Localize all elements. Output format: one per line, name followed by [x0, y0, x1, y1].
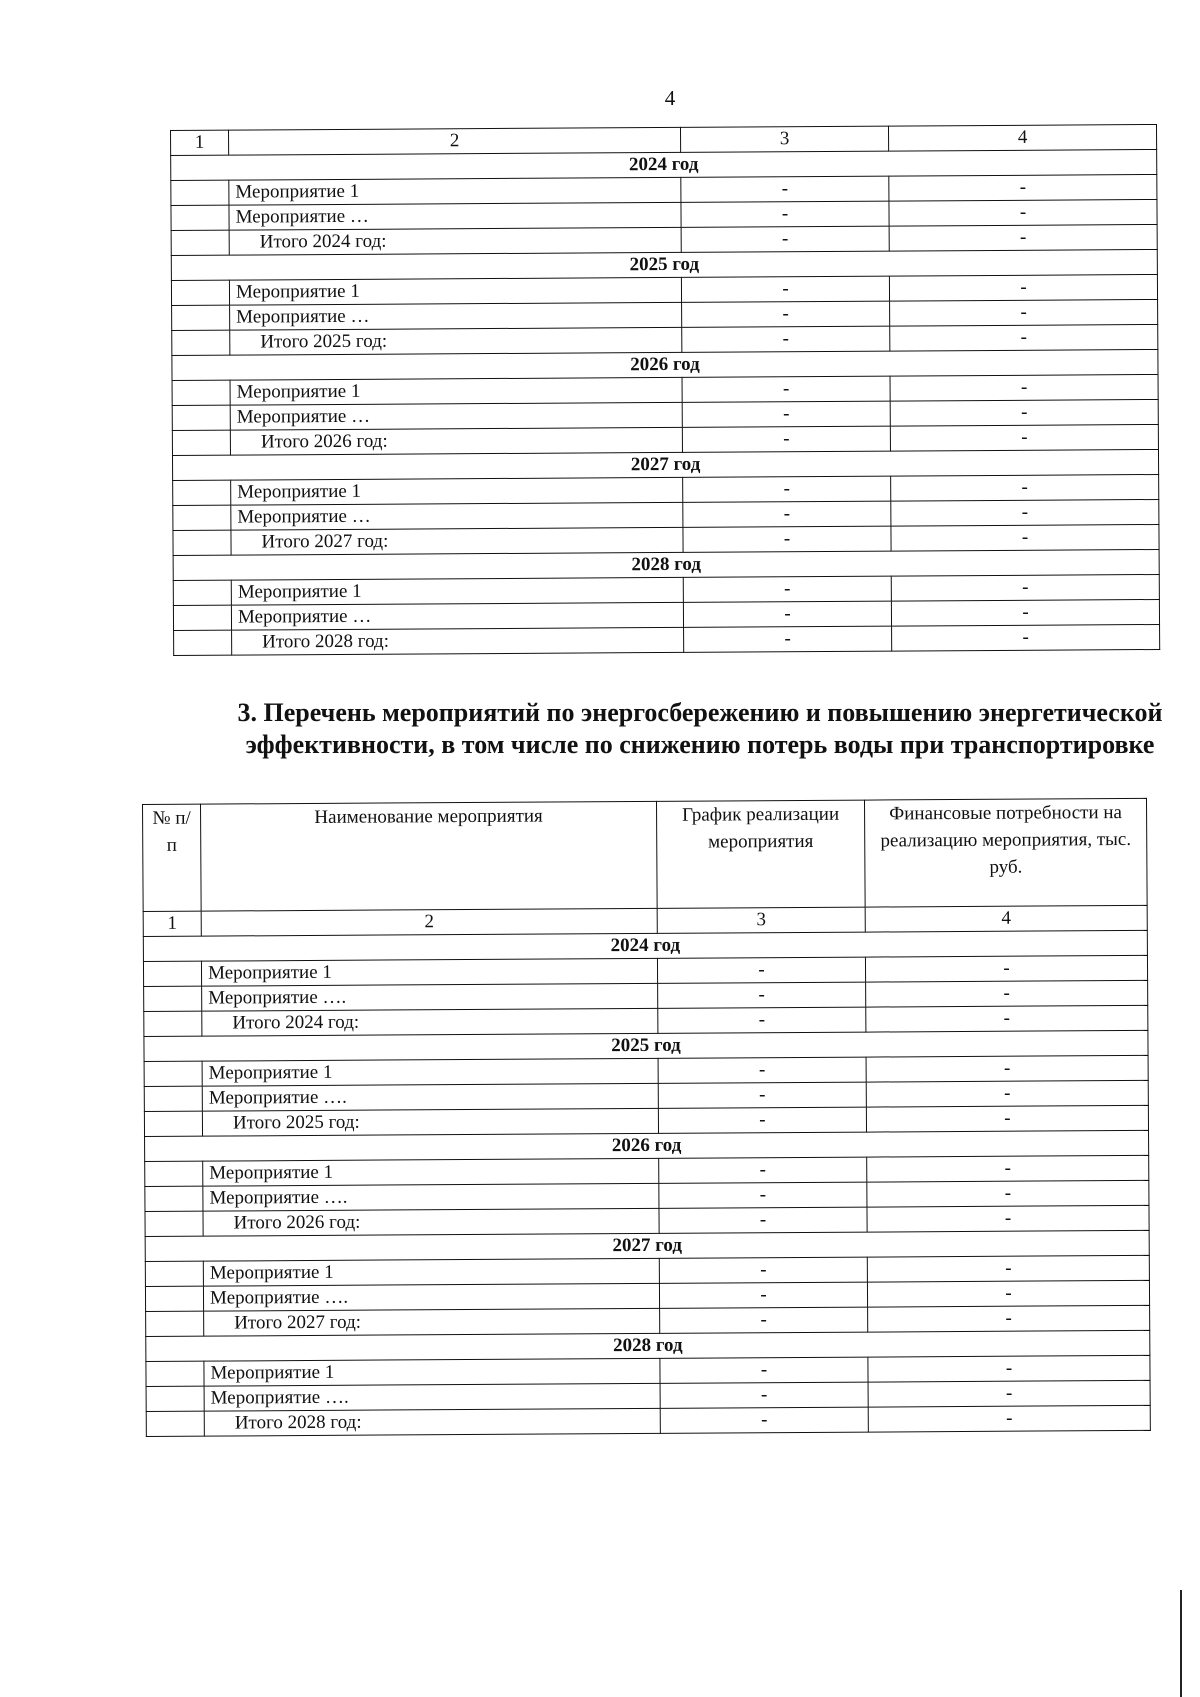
activity-name-cell: Мероприятие 1 [229, 277, 681, 305]
row-number-cell [146, 1311, 204, 1336]
row-number-cell [144, 1086, 202, 1111]
financial-cell: - [891, 474, 1159, 501]
financial-cell: - [867, 1180, 1149, 1207]
schedule-cell: - [657, 957, 865, 983]
activity-name-cell: Итого 2024 год: [202, 1008, 658, 1036]
activity-name-cell: Итого 2025 год: [202, 1108, 658, 1136]
activity-name-cell: Мероприятие 1 [231, 577, 683, 605]
financial-cell: - [891, 499, 1159, 526]
year-label: 2024 год [171, 149, 1157, 180]
schedule-cell: - [659, 1182, 867, 1208]
row-number-cell [171, 230, 229, 255]
year-label: 2027 год [172, 449, 1158, 480]
schedule-cell: - [683, 476, 891, 502]
activity-name-cell: Мероприятие 1 [204, 1358, 660, 1386]
financial-cell: - [866, 1005, 1148, 1032]
schedule-cell: - [660, 1407, 868, 1433]
financial-cell: - [866, 1055, 1148, 1082]
schedule-cell: - [681, 176, 889, 202]
margin-line [1180, 1590, 1182, 1697]
row-number-cell [146, 1411, 204, 1436]
col-number-3: 3 [680, 126, 888, 152]
financial-cell: - [868, 1380, 1150, 1407]
row-number-cell [144, 986, 202, 1011]
col-number-1: 1 [143, 911, 201, 936]
year-label: 2028 год [173, 549, 1159, 580]
row-number-cell [145, 1261, 203, 1286]
schedule-cell: - [682, 401, 890, 427]
page-number: 4 [664, 86, 676, 110]
header-row [143, 798, 1148, 911]
activity-name-cell: Мероприятие … [230, 302, 682, 330]
schedule-cell: - [681, 226, 889, 252]
row-number-cell [146, 1361, 204, 1386]
row-number-cell [173, 505, 231, 530]
col-number-2: 2 [229, 127, 681, 155]
activity-name-cell: Мероприятие 1 [202, 1058, 658, 1086]
activity-name-cell: Мероприятие … [231, 502, 683, 530]
schedule-cell: - [681, 276, 889, 302]
row-number-cell [145, 1211, 203, 1236]
section-title: 3. Перечень мероприятий по энергосбережению и повышению энергетической эффективности, в том числе по снижению потерь воды при транспортировке [237, 698, 1163, 759]
activity-name-cell: Мероприятие 1 [203, 1258, 659, 1286]
row-number-cell [173, 605, 231, 630]
financial-cell: - [889, 174, 1157, 201]
row-number-cell [172, 430, 230, 455]
financial-cell: - [889, 274, 1157, 301]
activity-name-cell: Мероприятие …. [203, 1183, 659, 1211]
financial-cell: - [866, 980, 1148, 1007]
activity-name-cell: Мероприятие 1 [231, 477, 683, 505]
header-number: № п/п [143, 804, 202, 911]
schedule-cell: - [660, 1382, 868, 1408]
year-label: 2028 год [146, 1330, 1150, 1361]
row-number-cell [144, 1111, 202, 1136]
activity-name-cell: Мероприятие …. [202, 983, 658, 1011]
row-number-cell [173, 480, 231, 505]
financial-cell: - [890, 424, 1158, 451]
financial-cell: - [867, 1280, 1149, 1307]
row-number-cell [145, 1161, 203, 1186]
row-number-cell [173, 580, 231, 605]
year-label: 2026 год [172, 349, 1158, 380]
activity-name-cell: Мероприятие … [230, 402, 682, 430]
activity-name-cell: Итого 2027 год: [204, 1308, 660, 1336]
col-number-4: 4 [888, 124, 1156, 151]
row-number-cell [145, 1286, 203, 1311]
row-number-cell [171, 280, 229, 305]
schedule-cell: - [660, 1357, 868, 1383]
row-number-cell [171, 180, 229, 205]
row-number-cell [174, 630, 232, 655]
header-activity-name: Наименование мероприятия [201, 801, 658, 911]
financial-cell: - [866, 1080, 1148, 1107]
activity-name-cell: Мероприятие 1 [230, 377, 682, 405]
activity-name-cell: Мероприятие … [231, 602, 683, 630]
schedule-cell: - [658, 1057, 866, 1083]
financial-cell: - [889, 199, 1157, 226]
schedule-cell: - [682, 326, 890, 352]
row-number-cell [172, 305, 230, 330]
financial-cell: - [890, 374, 1158, 401]
financial-cell: - [891, 599, 1159, 626]
year-label: 2024 год [143, 930, 1147, 961]
row-number-cell [172, 330, 230, 355]
schedule-cell: - [684, 626, 892, 652]
row-number-cell [144, 1011, 202, 1036]
activity-name-cell: Итого 2027 год: [231, 527, 683, 555]
financial-cell: - [865, 955, 1147, 982]
col-number-1: 1 [171, 130, 229, 155]
financial-cell: - [891, 524, 1159, 551]
schedule-cell: - [682, 426, 890, 452]
schedule-cell: - [683, 601, 891, 627]
row-number-cell [143, 961, 201, 986]
row-number-cell [146, 1386, 204, 1411]
schedule-cell: - [683, 576, 891, 602]
activity-name-cell: Мероприятие …. [204, 1383, 660, 1411]
activity-name-cell: Мероприятие 1 [229, 177, 681, 205]
schedule-cell: - [660, 1307, 868, 1333]
row-number-cell [145, 1186, 203, 1211]
financial-cell: - [868, 1355, 1150, 1382]
financial-cell: - [890, 399, 1158, 426]
year-label: 2025 год [171, 249, 1157, 280]
activity-name-cell: Мероприятие …. [202, 1083, 658, 1111]
row-number-cell [172, 380, 230, 405]
activity-name-cell: Итого 2024 год: [229, 227, 681, 255]
row-number-cell [172, 405, 230, 430]
financial-cell: - [867, 1205, 1149, 1232]
schedule-cell: - [658, 1007, 866, 1033]
header-schedule: График реализации мероприятия [656, 800, 865, 908]
schedule-cell: - [683, 526, 891, 552]
schedule-cell: - [659, 1207, 867, 1233]
activity-name-cell: Мероприятие 1 [201, 958, 657, 986]
schedule-cell: - [659, 1157, 867, 1183]
activity-name-cell: Итого 2028 год: [232, 627, 684, 655]
row-number-cell [144, 1061, 202, 1086]
col-number-3: 3 [657, 907, 865, 933]
schedule-cell: - [681, 201, 889, 227]
financial-cell: - [868, 1305, 1150, 1332]
year-label: 2025 год [144, 1030, 1148, 1061]
activity-name-cell: Мероприятие …. [203, 1283, 659, 1311]
financial-cell: - [892, 624, 1160, 651]
row-number-cell [173, 530, 231, 555]
financial-cell: - [891, 574, 1159, 601]
activity-name-cell: Итого 2026 год: [203, 1208, 659, 1236]
col-number-4: 4 [865, 905, 1147, 932]
activities-table-continued [170, 124, 1160, 656]
energy-saving-activities-table [142, 798, 1151, 1437]
schedule-cell: - [658, 982, 866, 1008]
schedule-cell: - [659, 1282, 867, 1308]
activity-name-cell: Итого 2025 год: [230, 327, 682, 355]
row-number-cell [171, 205, 229, 230]
financial-cell: - [866, 1105, 1148, 1132]
header-financial-needs: Финансовые потребности на реализацию мероприятия, тыс. руб. [864, 798, 1147, 907]
financial-cell: - [889, 224, 1157, 251]
activity-name-cell: Итого 2026 год: [230, 427, 682, 455]
year-label: 2027 год [145, 1230, 1149, 1261]
financial-cell: - [867, 1155, 1149, 1182]
financial-cell: - [890, 299, 1158, 326]
year-label: 2026 год [145, 1130, 1149, 1161]
schedule-cell: - [682, 301, 890, 327]
financial-cell: - [890, 324, 1158, 351]
total-row [174, 624, 1160, 655]
schedule-cell: - [682, 376, 890, 402]
activity-name-cell: Мероприятие … [229, 202, 681, 230]
schedule-cell: - [658, 1082, 866, 1108]
activity-name-cell: Мероприятие 1 [203, 1158, 659, 1186]
financial-cell: - [867, 1255, 1149, 1282]
activity-name-cell: Итого 2028 год: [204, 1408, 660, 1436]
schedule-cell: - [658, 1107, 866, 1133]
schedule-cell: - [683, 501, 891, 527]
schedule-cell: - [659, 1257, 867, 1283]
financial-cell: - [868, 1405, 1150, 1432]
col-number-2: 2 [201, 908, 657, 936]
